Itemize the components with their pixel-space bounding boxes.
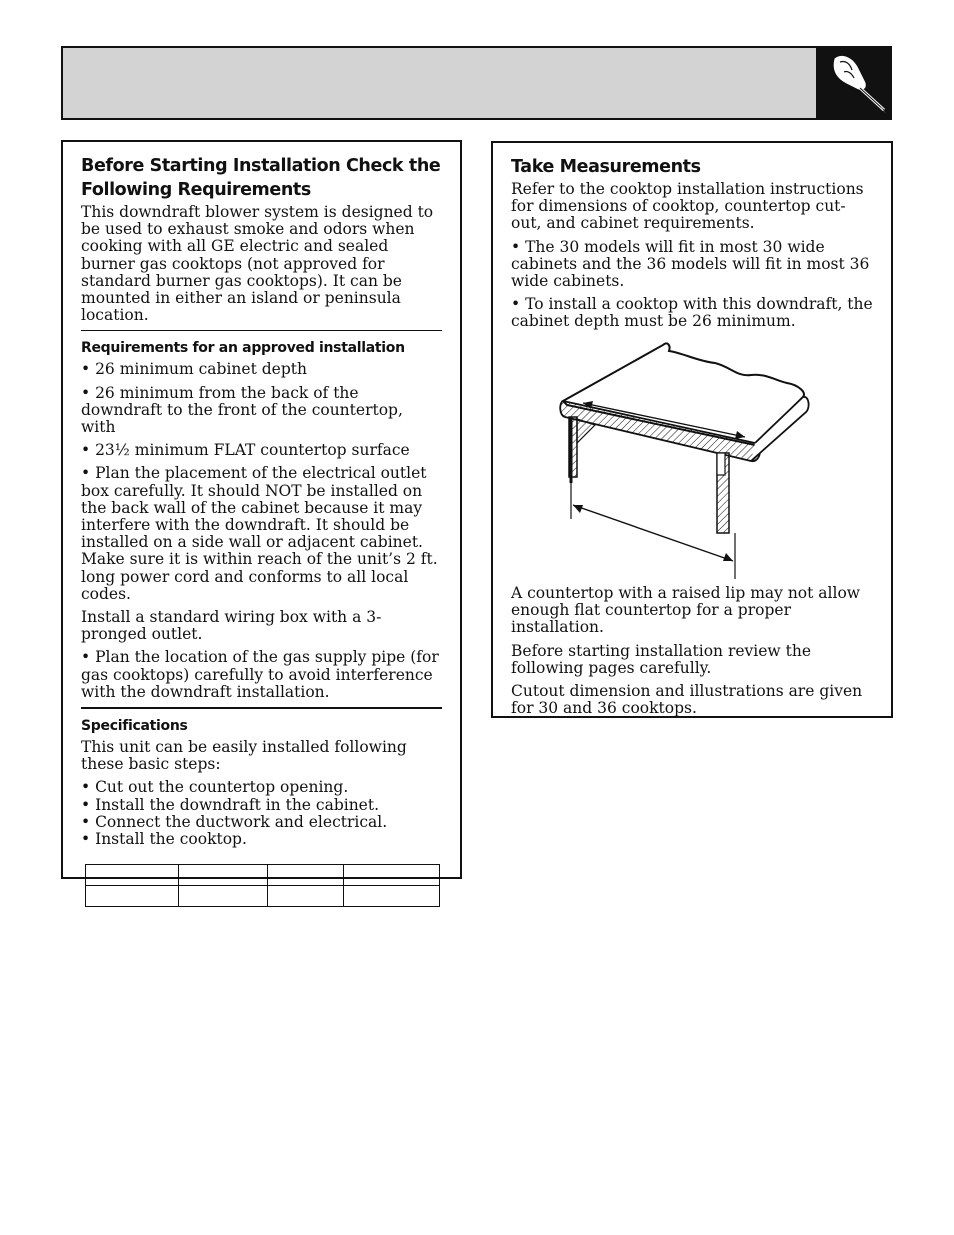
table-row [86, 865, 440, 886]
step-item: • Connect the ductwork and electrical. [81, 812, 388, 831]
table-cell [344, 865, 440, 886]
measurements-title: Take Measurements [511, 157, 701, 177]
requirement-item: Install a standard wiring box with a 3-pronged outlet. [81, 608, 382, 644]
table-cell [179, 865, 268, 886]
table-cell [268, 865, 344, 886]
requirements-heading: Requirements for an approved installation [81, 340, 405, 357]
countertop-diagram [555, 333, 815, 583]
measurements-paragraph: Refer to the cooktop installation instructions for dimensions of cooktop, countertop cut-out, and cabinet requirements. [511, 180, 864, 233]
specifications-table [85, 864, 440, 907]
measurements-paragraph: A countertop with a raised lip may not allow enough flat countertop for a proper installation. [511, 584, 861, 637]
table-cell [86, 865, 179, 886]
requirement-item: • 26 minimum cabinet depth [81, 360, 307, 379]
section-divider [81, 707, 442, 709]
requirement-item: • 23½ minimum FLAT countertop surface [81, 441, 410, 460]
steps-list [81, 779, 442, 848]
measurements-paragraph: Cutout dimension and illustrations are given for 30 and 36 cooktops. [511, 682, 863, 718]
measurements-paragraph: • The 30 models will fit in most 30 wide cabinets and the 36 models will fit in most 36 wide cabinets. [511, 237, 870, 291]
specifications-heading: Specifications [81, 718, 188, 735]
measurements-paragraph: • To install a cooktop with this downdraft, the cabinet depth must be 26 minimum. [511, 295, 873, 331]
requirement-item: • 26 minimum from the back of the downdraft to the front of the countertop, with [81, 383, 403, 437]
requirement-item: • Plan the placement of the electrical outlet box carefully. It should NOT be installed on the back wall of the cabinet because it may interfere with the downdraft. It should be installed on a side wall or adjacent cabinet. Make sure it is within reach of the unit’s 2 ft. long power cord and conforms to all local codes. [81, 464, 438, 603]
section-divider [81, 330, 442, 331]
specifications-intro: This unit can be easily installed following these basic steps: [81, 738, 407, 774]
requirements-title: Before Starting Installation Check the Following Requirements [81, 156, 441, 200]
table-cell [86, 886, 179, 907]
intro-paragraph: This downdraft blower system is designed to be used to exhaust smoke and odors when cooking with all GE electric and sealed burner gas cooktops (not approved for standard burner gas cooktops). It can be mounted in either an island or peninsula location. [81, 203, 434, 325]
measurements-paragraph: Before starting installation review the following pages carefully. [511, 641, 811, 677]
after-diagram-text [511, 585, 873, 723]
table-row [86, 886, 440, 907]
measurements-box [491, 141, 893, 718]
table-cell [179, 886, 268, 907]
table-cell [268, 886, 344, 907]
requirements-box [61, 140, 462, 879]
step-item: • Install the downdraft in the cabinet. [81, 795, 380, 814]
step-item: • Cut out the countertop opening. [81, 778, 349, 797]
header-bar [61, 46, 892, 120]
table-cell [344, 886, 440, 907]
step-item: • Install the cooktop. [81, 830, 247, 849]
requirement-item: • Plan the location of the gas supply pipe (for gas cooktops) carefully to avoid interference with the downdraft installation. [81, 648, 439, 701]
installation-hand-icon [816, 48, 890, 118]
